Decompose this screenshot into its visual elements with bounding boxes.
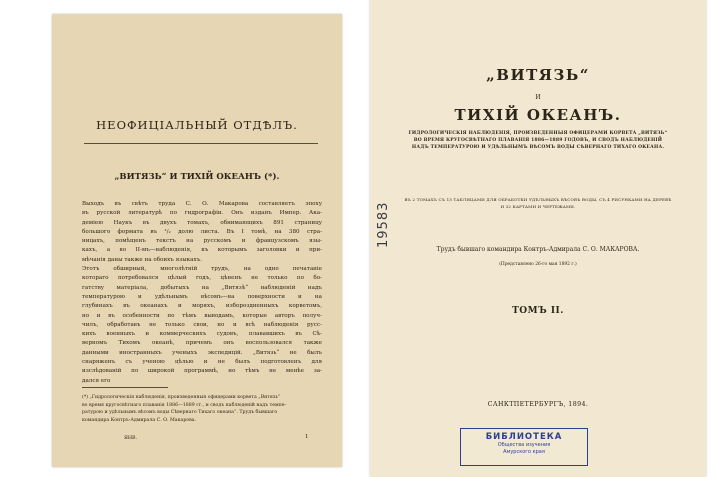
body-line: ницахъ, помѣщенъ текстъ на русскомъ и французскомъ язы-: [82, 238, 322, 245]
article-body: [82, 200, 322, 386]
volume-note-line: И 32 КАРТАМИ И ЧЕРТЕЖАМИ.: [500, 203, 576, 209]
volume-label: ТОМЪ II.: [512, 306, 564, 316]
body-line: Выходъ въ свѣтъ труда С. О. Макарова составляетъ эпоху: [82, 201, 322, 207]
body-line: но и въ особенности по тѣмъ выводамъ, которые авторъ получ-: [82, 312, 322, 319]
body-line: большого формата въ ¹/₂ долю листа. Въ I томѣ, на 380 стра-: [82, 228, 322, 235]
body-line: Этотъ обширный, многолѣтній трудъ, на одно печатаніе: [82, 266, 322, 273]
subtitle-line: ВО ВРЕМЯ КРУГОСВѢТНАГО ПЛАВАНІЯ 1886—1889 ГОДОВЪ, И СВОДЪ НАБЛЮДЕНІЙ: [413, 138, 663, 143]
library-stamp: [460, 428, 588, 466]
signature-mark: ЯНВ.: [124, 436, 138, 441]
right-page: [370, 0, 706, 477]
stamp-title: БИБЛИОТЕКА: [485, 432, 563, 442]
subtitle-line: ГИДРОЛОГИЧЕСКІЯ НАБЛЮДЕНІЯ, ПРОИЗВЕДЕННЫЯ ОФИЦЕРАМИ КОРВЕТА „ВИТЯЗЬ“: [408, 131, 668, 136]
body-line: изслѣдованій по широкой программѣ, но тѣмъ не менѣе за-: [82, 368, 322, 375]
imprint-line: САНКТПЕТЕРБУРГЪ, 1894.: [487, 401, 589, 408]
body-line: кихъ военныхъ и коммерческихъ судовъ, плававшихъ въ Сѣ-: [82, 331, 322, 338]
book-title-second-line: ТИХІЙ ОКЕАНЪ.: [454, 106, 622, 124]
footnote-line: ратурою и удѣльнымъ вѣсомъ воды Сѣвернаго Тихаго океана“. Трудъ бывшаго: [82, 410, 278, 416]
footnote-line: во время кругосвѣтнаго плаванія 1886—1889 гг., и сводъ наблюденій надъ темпе-: [82, 402, 287, 408]
body-line: мѣчанія даны также на обоихъ языкахъ.: [82, 256, 202, 263]
article-title: „ВИТЯЗЬ“ И ТИХІЙ ОКЕАНЪ (*).: [114, 172, 280, 182]
body-line: кахъ, а во II-мъ—наблюденія, къ которымъ заголовки и при-: [82, 247, 322, 254]
subtitle-line: НАДЪ ТЕМПЕРАТУРОЮ И УДѢЛЬНЫМЪ ВѢСОМЪ ВОДЫ СѢВЕРНАГО ТИХАГО ОКЕАНА.: [411, 145, 665, 150]
volume-note-line: ВЪ 2 ТОМАХЪ СЪ 15 ТАБЛИЦАМИ ДЛЯ ОБРАБОТКИ УДѢЛЬНЫХЪ ВѢСОВЪ ВОДЫ, СЪ 4 РИСУНКАМИ НА ДЕРЕВѢ: [404, 197, 672, 202]
body-line: гатству матеріала, добытыхъ на „Витязѣ“ наблюденій надъ: [82, 284, 322, 291]
inventory-number: 19583: [376, 201, 391, 248]
stamp-line: Общества изучения: [497, 442, 551, 448]
body-line: котораго потребовался цѣлый годъ, цѣненъ не только по бо-: [82, 275, 322, 282]
stamp-line: Амурского края: [503, 449, 545, 455]
footnote-line: командира Контръ-Адмирала С. О. Макарова.: [82, 417, 197, 423]
body-line: въ русской литературѣ по гидрографіи. Онъ изданъ Импер. Ака-: [82, 210, 322, 217]
footnote: [82, 394, 322, 424]
volume-note: [390, 197, 686, 210]
body-line: глубинахъ въ океанахъ и моряхъ, избороздненныхъ корветомъ,: [82, 303, 322, 310]
section-divider: [84, 143, 318, 144]
presented-date: (Представлено 26-го мая 1892 г.): [499, 262, 577, 267]
body-line: температурою и удѣльнымъ вѣсомъ—на поверхности и на: [82, 293, 322, 300]
book-title: „ВИТЯЗЬ“: [486, 66, 590, 84]
section-heading: НЕОФИЦІАЛЬНЫЙ ОТДѢЛЪ.: [96, 118, 298, 132]
page-number: 1: [305, 434, 309, 440]
body-line: снаряженъ съ ученою цѣлью и не былъ подготовленъ для: [82, 359, 322, 366]
body-line: дался его: [82, 377, 111, 384]
left-page: [52, 14, 342, 467]
body-line: верномъ Тихомъ океанѣ, причемъ онъ воспользовался также: [82, 340, 322, 347]
body-line: деміею Наукъ въ двухъ томахъ, обнимающихъ 891 страницу: [82, 219, 322, 226]
footnote-divider: [82, 387, 168, 388]
body-line: данными иностранныхъ ученыхъ экспедицій. „Витязь“ не былъ: [82, 349, 322, 356]
book-subtitle: [390, 130, 686, 151]
author-line: Трудъ бывшаго командира Контръ-Адмирала С. О. МАКАРОВА.: [436, 246, 640, 253]
body-line: чилъ, обработавъ не только свои, но и всѣ наблюденія русс-: [82, 321, 322, 328]
title-conjunction: И: [535, 94, 541, 101]
footnote-line: (*) „Гидрологическія наблюденія, произведенныя офицерами корвета „Витязь“: [82, 395, 281, 400]
